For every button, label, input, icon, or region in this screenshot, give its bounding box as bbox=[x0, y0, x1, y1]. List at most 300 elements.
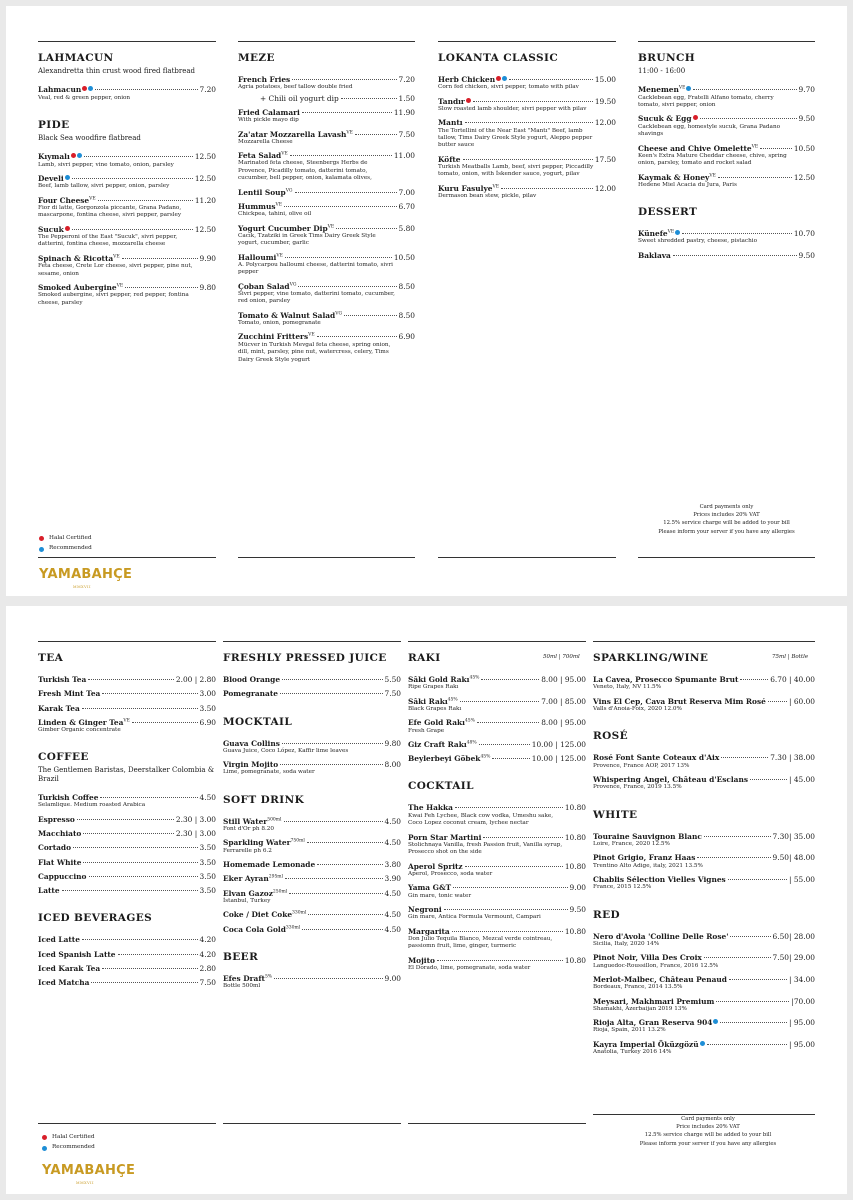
menu-item-row bbox=[38, 718, 216, 727]
dot-leader bbox=[292, 79, 396, 80]
item-name bbox=[638, 251, 671, 260]
item-name-text: Çoban Salad bbox=[238, 281, 290, 291]
item-name bbox=[238, 188, 293, 197]
item-name bbox=[38, 843, 71, 852]
menu-item-row bbox=[438, 97, 616, 106]
item-description: Ferrarelle ph 6.2 bbox=[223, 847, 272, 854]
menu-item bbox=[408, 927, 586, 951]
item-name-text: Smoked Aubergine bbox=[38, 282, 117, 292]
item-name bbox=[408, 883, 451, 892]
item-name-text: Cheese and Chive Omelette bbox=[638, 143, 752, 153]
item-price: 8.50 bbox=[398, 281, 415, 291]
item-price: 9.80 bbox=[384, 738, 401, 748]
item-description: Kwai Feh Lychee, Black cow vodka, Umeshu sake, Coco Lopez coconut cream, lychee nectar bbox=[408, 812, 554, 827]
menu-item-row bbox=[38, 174, 216, 183]
menu-item-row bbox=[593, 853, 815, 862]
section-spacer bbox=[223, 966, 401, 974]
item-name-text: Turkish Tea bbox=[38, 675, 87, 684]
item-name bbox=[593, 775, 748, 784]
item-tag: VE bbox=[667, 229, 675, 235]
dot-leader bbox=[463, 159, 593, 160]
menu-item-row bbox=[223, 874, 401, 883]
menu-column-4 bbox=[638, 41, 815, 265]
item-description: Anatolia, Turkey 2016 14% bbox=[593, 1049, 672, 1056]
menu-item-row bbox=[408, 927, 586, 936]
menu-item-row bbox=[223, 925, 401, 934]
section-gap bbox=[408, 768, 586, 780]
menu-item-row bbox=[593, 697, 815, 706]
item-tag: VE bbox=[346, 130, 353, 136]
item-name bbox=[238, 202, 282, 211]
item-price: 7.50| 29.00 bbox=[772, 953, 815, 963]
dot-leader bbox=[295, 192, 397, 193]
dot-leader bbox=[492, 758, 529, 759]
item-name-text: The Hakka bbox=[408, 803, 453, 813]
item-name-text: Za'atar Mozzarella Lavash bbox=[238, 129, 347, 139]
dot-leader bbox=[728, 879, 787, 880]
section-rule bbox=[38, 41, 216, 42]
menu-item-row bbox=[38, 950, 216, 959]
section-gap bbox=[593, 897, 815, 909]
dot-leader bbox=[341, 98, 397, 99]
dot-leader bbox=[298, 286, 396, 287]
menu-item-row bbox=[638, 85, 815, 94]
item-description: The Tortellini of the Near East "Mantı" Beef, lamb tallow, Tims Dairy Greek Style yogurt, Aleppo pepper butter sauce bbox=[438, 127, 593, 149]
item-name-text: Whispering Angel, Château d'Esclans bbox=[593, 774, 749, 784]
note-line: Prices includes 20% VAT bbox=[693, 512, 760, 519]
item-description: Sicilia, Italy, 2020 14% bbox=[593, 940, 660, 947]
menu-item bbox=[223, 675, 401, 684]
item-price: | 95.00 bbox=[789, 1018, 815, 1028]
item-name bbox=[438, 184, 499, 193]
dot-leader bbox=[118, 954, 198, 955]
item-name-text: Pinot Grigio, Franz Haas bbox=[593, 853, 696, 863]
item-name-text: Blood Orange bbox=[223, 675, 281, 684]
item-tag: 330ml bbox=[285, 925, 301, 931]
dot-leader bbox=[721, 757, 768, 758]
item-price: 4.50 bbox=[384, 838, 401, 848]
menu-item bbox=[38, 858, 216, 867]
item-tag: VE bbox=[281, 151, 288, 157]
item-price: 12.50 bbox=[194, 174, 216, 184]
dot-leader bbox=[760, 148, 792, 149]
item-price: 4.20 bbox=[199, 949, 216, 959]
menu-item-row bbox=[223, 910, 401, 919]
dot-leader bbox=[693, 89, 796, 90]
dot-leader bbox=[77, 819, 174, 820]
menu-item-row bbox=[238, 188, 415, 197]
item-name-text: Rosé Font Sante Coteaux d'Aix bbox=[593, 753, 720, 763]
item-name bbox=[38, 978, 89, 987]
dot-leader bbox=[282, 679, 383, 680]
menu-item-row bbox=[238, 202, 415, 211]
item-name bbox=[38, 964, 100, 973]
item-name-text: Mantı bbox=[438, 118, 463, 128]
item-price: 9.00 bbox=[569, 883, 586, 893]
item-name bbox=[638, 85, 691, 94]
section-subtitle: The Gentlemen Baristas, Deerstalker Colombia & Brazil bbox=[38, 766, 215, 783]
item-name bbox=[38, 85, 93, 94]
item-tag: 45% bbox=[464, 718, 475, 724]
item-name-text: Feta Salad bbox=[238, 151, 282, 161]
item-description: Valls d'Anoia-Foix, 2020 12.0% bbox=[593, 705, 682, 712]
menu-item bbox=[593, 853, 815, 870]
dot-leader bbox=[83, 833, 174, 834]
item-price: 7.50 bbox=[199, 978, 216, 988]
item-price: 9.50 bbox=[798, 250, 815, 260]
section-spacer bbox=[223, 667, 401, 675]
dot-leader bbox=[740, 679, 768, 680]
item-name bbox=[408, 927, 450, 936]
menu-item bbox=[408, 905, 586, 922]
item-tag: VE bbox=[89, 196, 96, 202]
section-title: TEA bbox=[38, 652, 64, 664]
menu-column-3 bbox=[438, 41, 616, 206]
item-name bbox=[38, 225, 70, 234]
item-price: 19.50 bbox=[594, 96, 616, 106]
yamabahce-logo: YAMABAHÇE bbox=[39, 567, 133, 582]
menu-item bbox=[593, 753, 815, 770]
item-name bbox=[38, 718, 130, 727]
item-description: Veal, red & green pepper, onion bbox=[38, 94, 131, 101]
item-price: 9.80 bbox=[199, 282, 216, 292]
menu-item bbox=[38, 152, 216, 169]
section-gap bbox=[638, 194, 815, 206]
item-name-text: Develi bbox=[38, 174, 64, 184]
menu-item bbox=[593, 697, 815, 714]
note-line: Price includes 20% VAT bbox=[676, 1124, 740, 1131]
dot-leader bbox=[729, 979, 787, 980]
menu-column-1 bbox=[38, 41, 216, 312]
item-tag: VE bbox=[327, 224, 335, 230]
dot-leader bbox=[730, 936, 770, 937]
item-price: 9.50| 48.00 bbox=[772, 853, 815, 863]
item-description: El Dorado, lime, pomegranate, soda water bbox=[408, 964, 531, 971]
dot-leader bbox=[501, 188, 593, 189]
item-price: 2.30 | 3.00 bbox=[175, 814, 216, 824]
item-name-text: Hummus bbox=[238, 201, 276, 211]
item-tag: 250ml bbox=[272, 889, 288, 895]
menu-item bbox=[223, 889, 401, 906]
halal-icon bbox=[65, 226, 70, 231]
legend-halal-label: Halal Certified bbox=[52, 1134, 95, 1140]
item-tag: VE bbox=[116, 283, 124, 289]
item-price: 12.50 bbox=[194, 152, 216, 162]
dot-leader bbox=[768, 701, 787, 702]
section-gap bbox=[38, 900, 216, 912]
item-name bbox=[408, 905, 442, 914]
section-subtitle: Alexandretta thin crust wood fired flatbread bbox=[38, 67, 196, 75]
dot-leader bbox=[336, 228, 396, 229]
section-title: ROSÉ bbox=[593, 730, 629, 743]
item-name-text: Coke / Diet Coke bbox=[223, 910, 293, 920]
dot-leader bbox=[355, 134, 397, 135]
section-title: FRESHLY PRESSED JUICE bbox=[223, 652, 387, 664]
item-name bbox=[38, 886, 60, 895]
item-name-text: Fresh Mint Tea bbox=[38, 689, 101, 699]
drinks-column-4 bbox=[593, 641, 815, 1062]
dot-leader bbox=[465, 122, 593, 123]
item-description: Lime, pomegranate, soda water bbox=[223, 769, 315, 776]
item-name bbox=[408, 754, 490, 763]
menu-section bbox=[223, 939, 401, 991]
menu-item bbox=[223, 860, 401, 869]
item-price: 6.90 bbox=[199, 717, 216, 727]
item-price: |70.00 bbox=[791, 996, 815, 1006]
halal-icon bbox=[693, 115, 698, 120]
section-spacer bbox=[408, 667, 586, 675]
item-name-text: Macchiato bbox=[38, 829, 82, 839]
item-description: Marinated feta cheese, Steenbergs Herbs de Provence, Picadilly tomato, datterini tomato, cucumber, bell pepper, onion, kalamata olives, bbox=[238, 160, 372, 182]
dot-leader bbox=[697, 857, 770, 858]
menu-item bbox=[238, 151, 415, 182]
dot-leader bbox=[100, 797, 197, 798]
menu-item bbox=[438, 184, 616, 201]
section-title: DESSERT bbox=[638, 206, 698, 219]
item-name-text: Iced Matcha bbox=[38, 978, 90, 988]
dot-leader bbox=[91, 982, 197, 983]
menu-item-row bbox=[593, 997, 815, 1006]
menu-item bbox=[38, 815, 216, 824]
menu-item-row bbox=[238, 151, 415, 160]
dot-leader bbox=[125, 287, 197, 288]
menu-item bbox=[408, 675, 586, 692]
bottom-rule bbox=[438, 557, 616, 558]
raki-unit-note: 50ml | 700ml bbox=[543, 654, 580, 660]
item-name-text: Beylerbeyi Göbek bbox=[408, 754, 481, 764]
item-name bbox=[408, 833, 481, 842]
item-price: 10.80 bbox=[564, 861, 586, 871]
menu-item bbox=[593, 832, 815, 849]
item-name bbox=[438, 97, 471, 106]
menu-item bbox=[408, 740, 586, 749]
item-description: Agria potatoes, beef tallow double fried bbox=[238, 84, 353, 91]
menu-item bbox=[223, 817, 401, 834]
halal-icon bbox=[42, 1135, 47, 1140]
bottom-rule bbox=[408, 1123, 586, 1124]
item-name-text: Zucchini Fritters bbox=[238, 332, 309, 342]
section-subtitle: Black Sea woodfire flatbread bbox=[38, 134, 141, 143]
menu-item-row bbox=[438, 75, 616, 84]
section-title: PIDE bbox=[38, 119, 70, 132]
menu-item bbox=[38, 964, 216, 973]
item-price: 8.00 | 95.00 bbox=[541, 675, 586, 684]
item-name bbox=[38, 935, 80, 944]
item-name-text: Giz Craft Rakı bbox=[408, 739, 467, 749]
dot-leader bbox=[122, 258, 198, 259]
menu-item-row bbox=[593, 1018, 815, 1027]
menu-item bbox=[223, 689, 401, 698]
menu-item-row bbox=[223, 689, 401, 698]
menu-item-row bbox=[38, 886, 216, 895]
dot-leader bbox=[452, 931, 563, 932]
item-tag: VE bbox=[751, 144, 759, 150]
item-description: Smoked aubergine, sivri pepper, red pepper, fontina cheese, parsley bbox=[38, 292, 189, 306]
menu-item-row bbox=[638, 251, 815, 260]
menu-item bbox=[408, 697, 586, 714]
menu-item bbox=[638, 229, 815, 246]
item-tag: 330ml bbox=[292, 910, 307, 916]
item-description: Guava Juice, Coco López, Kaffir lime leaves bbox=[223, 747, 349, 754]
dot-leader bbox=[302, 112, 392, 113]
menu-item bbox=[408, 833, 586, 857]
item-name bbox=[223, 689, 278, 698]
item-name bbox=[238, 253, 283, 262]
menu-item bbox=[223, 910, 401, 919]
item-name bbox=[223, 817, 282, 826]
menu-item-row bbox=[238, 108, 415, 117]
dot-leader bbox=[720, 1022, 787, 1023]
item-name bbox=[593, 875, 726, 884]
recommended-icon bbox=[675, 230, 680, 235]
item-name bbox=[38, 196, 96, 205]
item-price: 3.50 bbox=[199, 857, 216, 867]
menu-item bbox=[238, 108, 415, 125]
item-name-text: Sucuk & Egg bbox=[638, 114, 692, 124]
menu-item bbox=[238, 202, 415, 219]
item-description: Hedene Miel Acacia du Jura, Paris bbox=[638, 181, 737, 188]
item-tag: 45% bbox=[447, 697, 458, 703]
item-description: Gimber Organic concentrate bbox=[38, 727, 121, 733]
item-description: Fresh Grape bbox=[408, 727, 445, 734]
menu-item bbox=[638, 114, 815, 138]
dot-leader bbox=[700, 118, 797, 119]
menu-item bbox=[38, 704, 216, 713]
menu-item bbox=[593, 1018, 815, 1035]
dot-leader bbox=[707, 1044, 787, 1045]
yamabahce-logo: YAMABAHÇE bbox=[42, 1163, 136, 1178]
item-name-text: Kayra Imperial Öküzgözü bbox=[593, 1039, 699, 1049]
item-price: 4.50 bbox=[199, 793, 216, 803]
dot-leader bbox=[82, 939, 198, 940]
menu-item-row bbox=[408, 803, 586, 812]
item-price: 7.00 | 85.00 bbox=[541, 696, 586, 706]
item-name-text: Four Cheese bbox=[38, 195, 90, 205]
item-name-text: Flat White bbox=[38, 857, 82, 867]
menu-item bbox=[593, 875, 815, 892]
menu-section bbox=[38, 900, 216, 987]
item-price: 10.70 bbox=[793, 229, 815, 239]
item-name bbox=[38, 815, 75, 824]
item-price: 4.50 bbox=[384, 888, 401, 898]
item-price: 4.50 bbox=[384, 816, 401, 826]
item-name-text: French Fries bbox=[238, 75, 291, 84]
note-line: Card payments only bbox=[699, 504, 754, 510]
item-price: 8.00 bbox=[384, 760, 401, 770]
item-name-text: Guava Collins bbox=[223, 738, 280, 748]
item-description: Cacık, Tzatziki in Greek Tims Dairy Greek Style yogurt, cucumber, garlic bbox=[238, 232, 376, 247]
item-tag: VG bbox=[289, 282, 297, 288]
menu-item-row bbox=[38, 85, 216, 94]
recommended-icon bbox=[88, 86, 93, 91]
dot-leader bbox=[302, 929, 382, 930]
menu-item-row bbox=[223, 675, 401, 684]
menu-section bbox=[593, 897, 815, 1057]
dot-leader bbox=[317, 336, 397, 337]
item-tag: VG bbox=[285, 188, 293, 194]
item-tag: 295ml bbox=[268, 874, 284, 880]
menu-item-row bbox=[38, 978, 216, 987]
menu-section bbox=[38, 641, 216, 734]
menu-item-row bbox=[408, 740, 586, 749]
item-description: Stolichnaya Vanilla, fresh Passion fruit, Vanilla syrup, Prosecco shot on the side bbox=[408, 841, 563, 856]
dot-leader bbox=[704, 836, 771, 837]
item-name bbox=[238, 130, 353, 139]
menu-item bbox=[38, 829, 216, 838]
item-price: 6.70 bbox=[398, 201, 415, 211]
item-description: Dermason bean stew, pickle, pilav bbox=[438, 193, 537, 200]
item-name bbox=[593, 997, 714, 1006]
menu-item-row bbox=[593, 932, 815, 941]
menu-section bbox=[638, 41, 815, 189]
item-name bbox=[223, 974, 272, 983]
item-name bbox=[593, 953, 702, 962]
item-name bbox=[38, 872, 87, 881]
menu-item bbox=[438, 118, 616, 149]
menu-item bbox=[38, 196, 216, 220]
menu-item bbox=[408, 803, 586, 827]
item-name bbox=[260, 94, 339, 103]
section-title: BEER bbox=[223, 950, 259, 963]
menu-item-row bbox=[593, 953, 815, 962]
menu-item bbox=[38, 886, 216, 895]
note-line: Please inform your server if you have any allergies bbox=[658, 528, 795, 535]
dot-leader bbox=[284, 821, 383, 822]
menu-section bbox=[223, 641, 401, 699]
item-name bbox=[638, 229, 680, 238]
dot-leader bbox=[274, 978, 382, 979]
item-name-text: La Cavea, Prosecco Spumante Brut bbox=[593, 675, 739, 684]
item-description: Loire, France, 2020 12.5% bbox=[593, 840, 670, 847]
item-price: 4.50 bbox=[384, 924, 401, 934]
menu-item-row bbox=[38, 793, 216, 802]
menu-section bbox=[638, 194, 815, 260]
item-tag: VE bbox=[275, 202, 283, 208]
recommended-icon bbox=[39, 547, 44, 552]
item-description: Veneto, Italy, NV 11.5% bbox=[593, 684, 662, 691]
item-name-text: Efes Draft bbox=[223, 973, 265, 983]
item-price: 11.00 bbox=[393, 151, 415, 161]
item-name bbox=[38, 152, 82, 161]
dot-leader bbox=[72, 178, 193, 179]
item-name-text: Sparkling Water bbox=[223, 838, 291, 848]
menu-item-row bbox=[38, 858, 216, 867]
dot-leader bbox=[716, 1001, 789, 1002]
dot-leader bbox=[509, 79, 593, 80]
bottom-rule bbox=[638, 557, 815, 558]
item-price: 7.50 bbox=[384, 689, 401, 699]
section-title: ICED BEVERAGES bbox=[38, 912, 153, 925]
menu-item-row bbox=[238, 253, 415, 262]
item-description: Mozzarella Cheese bbox=[238, 138, 293, 145]
item-price: 3.90 bbox=[384, 874, 401, 884]
item-name bbox=[223, 889, 287, 898]
menu-item-row bbox=[238, 332, 415, 341]
section-spacer bbox=[38, 667, 216, 675]
item-description: Ripe Grapes Rakı bbox=[408, 684, 459, 691]
dot-leader bbox=[479, 744, 530, 745]
menu-item-row bbox=[238, 75, 415, 84]
item-name-text: Künefe bbox=[638, 229, 668, 239]
section-spacer bbox=[408, 795, 586, 803]
section-rule bbox=[38, 641, 216, 642]
item-name bbox=[593, 1018, 718, 1027]
item-name bbox=[408, 862, 463, 871]
menu-section bbox=[38, 107, 216, 307]
dot-leader bbox=[481, 679, 539, 680]
section-spacer bbox=[593, 824, 815, 832]
item-tag: 750ml bbox=[290, 839, 305, 844]
